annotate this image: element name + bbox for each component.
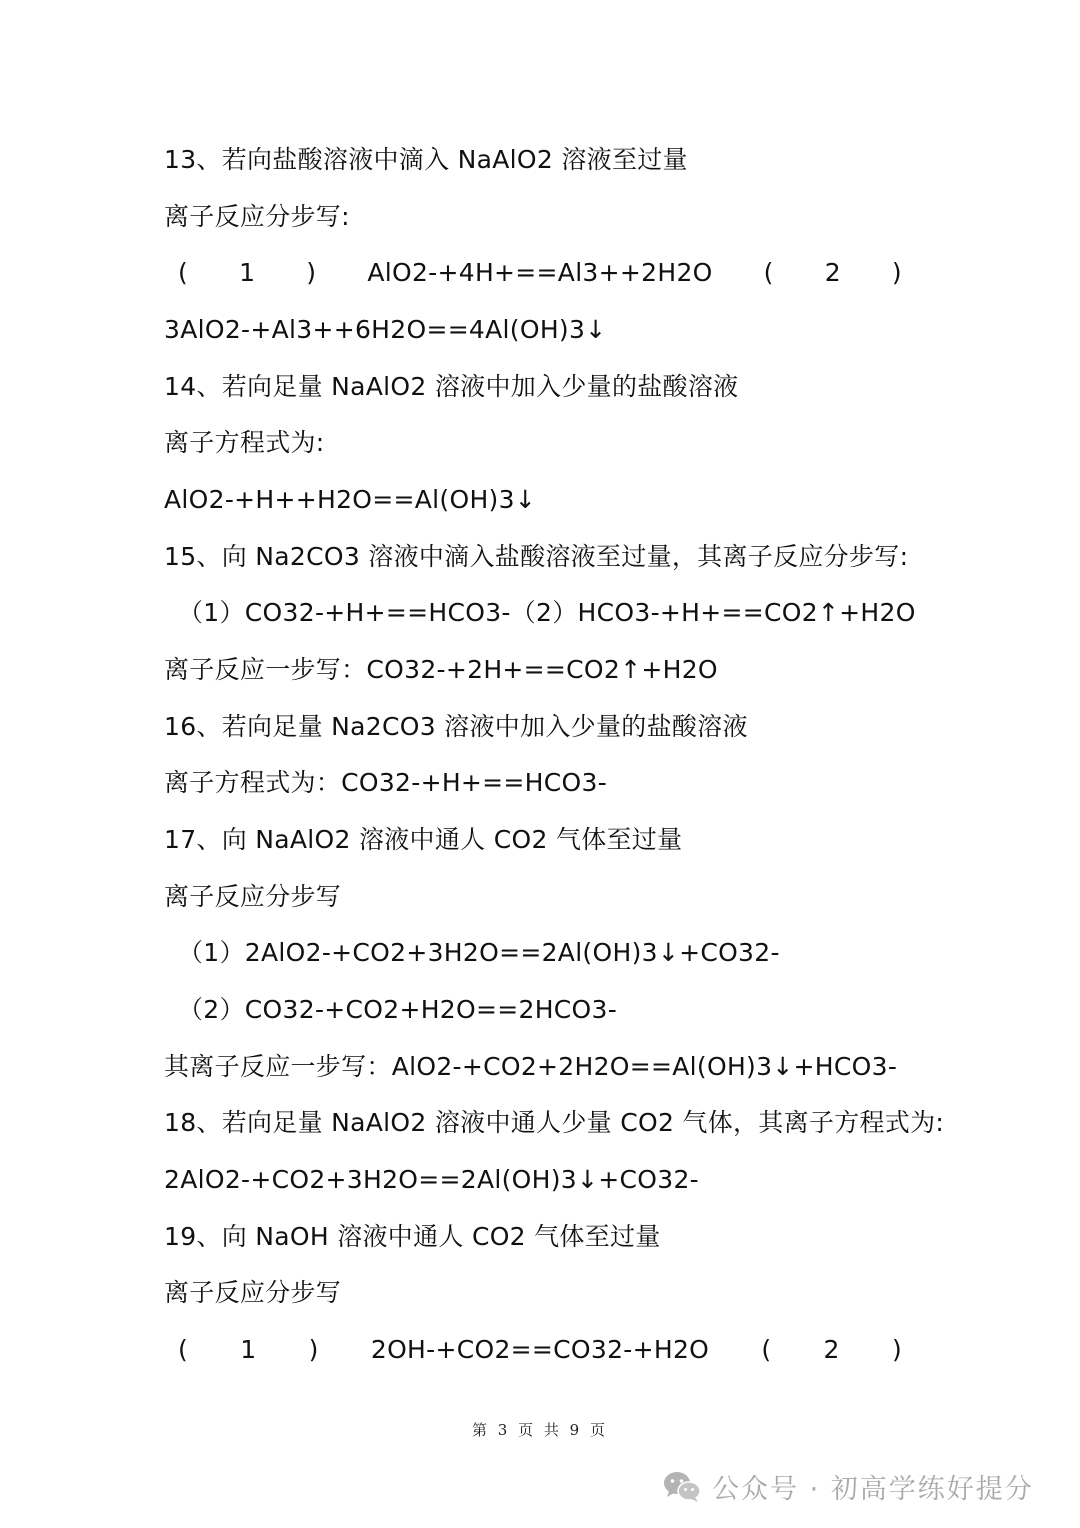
heading-16: 16、若向足量 Na2CO3 溶液中加入少量的盐酸溶液 [164,712,748,741]
step-number: 2 [823,1335,840,1364]
text-line: 离子反应分步写 [164,1278,342,1307]
equation-line: 离子反应一步写：CO32-+2H+==CO2↑+H2O [164,655,718,684]
equation-line: 2AlO2-+CO2+3H2O==2Al(OH)3↓+CO32- [164,1165,699,1194]
paren-open: ( [178,258,189,287]
page-footer: 第 3 页 共 9 页 [472,1421,608,1439]
equation-line: （2）CO32-+CO2+H2O==2HCO3- [178,995,618,1024]
paren-close: ) [306,258,317,287]
heading-14: 14、若向足量 NaAlO2 溶液中加入少量的盐酸溶液 [164,372,739,401]
equation-line: 离子方程式为：CO32-+H+==HCO3- [164,768,608,797]
paren-close: ) [891,1335,902,1364]
equation-line: 其离子反应一步写：AlO2-+CO2+2H2O==Al(OH)3↓+HCO3- [164,1052,898,1081]
step-equation-row [178,1335,902,1365]
watermark [662,1467,1034,1506]
step-number: 2 [824,258,841,287]
paren-open: ( [761,1335,772,1364]
equation: 2OH-+CO2==CO32-+H2O [370,1335,710,1364]
text-line: 离子反应分步写: [164,202,350,231]
watermark-text: 公众号 · 初高学练好提分 [712,1474,1034,1505]
paren-close: ) [308,1335,319,1364]
equation-line: AlO2-+H++H2O==Al(OH)3↓ [164,485,537,514]
text-line: 离子反应分步写 [164,882,342,911]
heading-13: 13、若向盐酸溶液中滴入 NaAlO2 溶液至过量 [164,145,688,174]
equation-line: （1）2AlO2-+CO2+3H2O==2Al(OH)3↓+CO32- [178,938,780,967]
text-line: 离子方程式为: [164,428,325,457]
step-number: 1 [240,1335,257,1364]
equation: AlO2-+4H+==Al3++2H2O [367,258,713,287]
wechat-icon [662,1470,702,1504]
paren-close: ) [891,258,902,287]
equation-line: 3AlO2-+Al3++6H2O==4Al(OH)3↓ [164,315,607,344]
heading-19: 19、向 NaOH 溶液中通人 CO2 气体至过量 [164,1222,661,1251]
heading-17: 17、向 NaAlO2 溶液中通人 CO2 气体至过量 [164,825,683,854]
paren-open: ( [178,1335,189,1364]
heading-18: 18、若向足量 NaAlO2 溶液中通人少量 CO2 气体，其离子方程式为: [164,1108,945,1137]
step-equation-row [178,258,902,288]
heading-15: 15、向 Na2CO3 溶液中滴入盐酸溶液至过量，其离子反应分步写: [164,542,909,571]
step-number: 1 [239,258,256,287]
paren-open: ( [763,258,774,287]
equation-line: （1）CO32-+H+==HCO3-（2）HCO3-+H+==CO2↑+H2O [178,598,916,627]
